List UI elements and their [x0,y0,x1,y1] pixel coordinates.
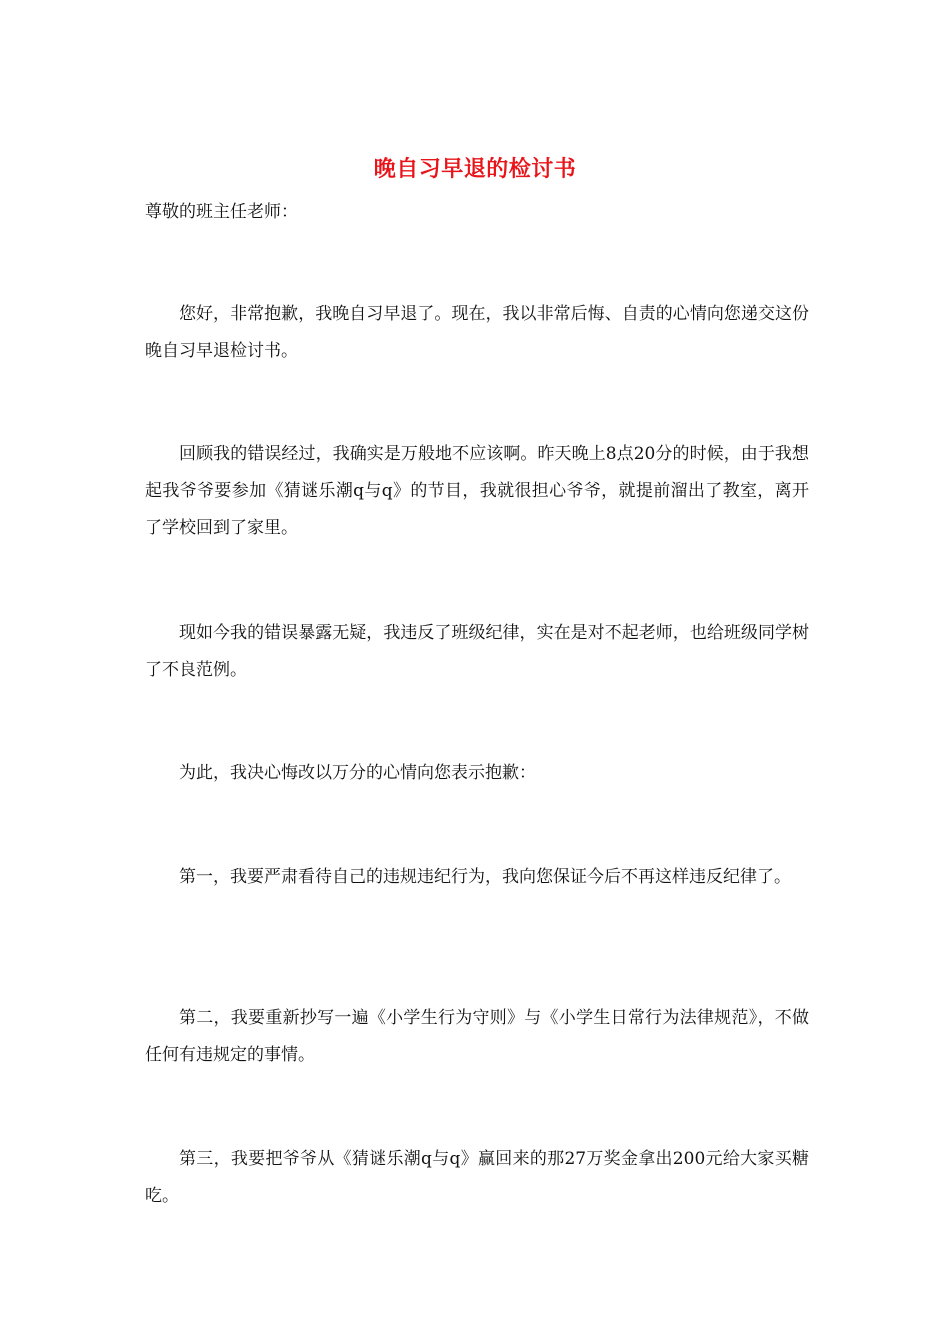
paragraph-greeting: 您好，非常抱歉，我晚自习早退了。现在，我以非常后悔、自责的心情向您递交这份晚自习早退检讨书。 [145,304,809,361]
paragraph-promise-first: 第一，我要严肃看待自己的违规违纪行为，我向您保证今后不再这样违反纪律了。 [179,867,791,887]
paragraph-promise-second: 第二，我要重新抄写一遍《小学生行为守则》与《小学生日常行为法律规范》，不做任何有违规定的事情。 [145,1008,809,1065]
salutation: 尊敬的班主任老师： [145,202,298,222]
paragraph-resolution: 为此，我决心悔改以万分的心情向您表示抱歉： [179,763,536,783]
paragraph-promise-third: 第三，我要把爷爷从《猜谜乐潮q与q》赢回来的那27万奖金拿出200元给大家买糖吃。 [145,1149,809,1206]
document-title: 晚自习早退的检讨书 [373,156,577,182]
paragraph-incident: 回顾我的错误经过，我确实是万般地不应该啊。昨天晚上8点20分的时候，由于我想起我爷爷要参加《猜谜乐潮q与q》的节目，我就很担心爷爷，就提前溜出了教室，离开了学校回到了家里。 [145,444,809,538]
paragraph-reflection: 现如今我的错误暴露无疑，我违反了班级纪律，实在是对不起老师，也给班级同学树了不良范例。 [145,623,809,680]
